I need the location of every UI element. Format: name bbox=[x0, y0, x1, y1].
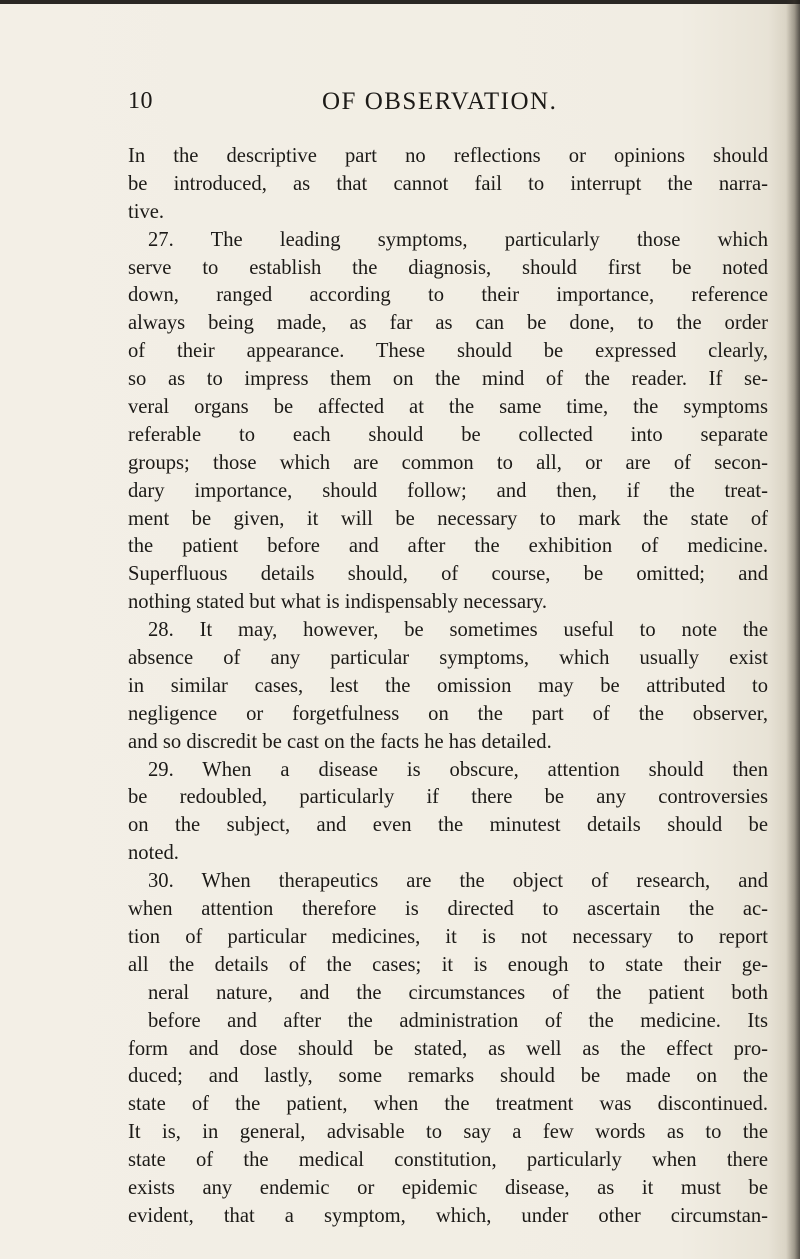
page-edge-shadow bbox=[786, 0, 800, 1259]
text-line: In the descriptive part no reflections or opinions should bbox=[128, 145, 768, 167]
text-line: be redoubled, particularly if there be any controversies bbox=[128, 786, 768, 809]
text-line: neral nature, and the circumstances of the patient both bbox=[148, 981, 768, 1004]
paragraph-30-start: 30. When therapeutics are the object of research, and bbox=[148, 870, 768, 893]
body-text bbox=[128, 143, 768, 1231]
text-line: before and after the administration of the medicine. Its bbox=[148, 1009, 768, 1032]
paragraph-28-start: 28. It may, however, be sometimes useful to note the bbox=[148, 619, 768, 642]
text-line: serve to establish the diagnosis, should first be noted bbox=[128, 256, 768, 279]
text-line: down, ranged according to their importance, reference bbox=[128, 284, 768, 307]
text-line: absence of any particular symptoms, which usually exist bbox=[128, 647, 768, 670]
text-line: state of the medical constitution, particularly when there bbox=[128, 1149, 768, 1172]
top-rule bbox=[0, 0, 800, 4]
text-line: It is, in general, advisable to say a few words as to the bbox=[128, 1121, 768, 1144]
text-line: and so discredit be cast on the facts he has detailed. bbox=[128, 730, 552, 753]
text-line: state of the patient, when the treatment was discontinued. bbox=[128, 1093, 768, 1116]
text-line: exists any endemic or epidemic disease, as it must be bbox=[128, 1176, 768, 1199]
running-head: OF OBSERVATION. bbox=[322, 88, 558, 115]
text-line: noted. bbox=[128, 842, 179, 865]
text-line: on the subject, and even the minutest details should be bbox=[128, 814, 768, 837]
text-line: duced; and lastly, some remarks should be made on the bbox=[128, 1065, 768, 1088]
text-line: referable to each should be collected into separate bbox=[128, 423, 768, 446]
text-line: when attention therefore is directed to ascertain the ac- bbox=[128, 898, 768, 921]
text-line: be introduced, as that cannot fail to interrupt the narra- bbox=[128, 172, 768, 195]
text-line: groups; those which are common to all, or are of secon- bbox=[128, 451, 768, 474]
page-header bbox=[128, 88, 768, 128]
text-line: in similar cases, lest the omission may be attributed to bbox=[128, 674, 768, 697]
text-line: negligence or forgetfulness on the part of the observer, bbox=[128, 702, 768, 725]
text-line: of their appearance. These should be expressed clearly, bbox=[128, 340, 768, 363]
text-line: so as to impress them on the mind of the reader. If se- bbox=[128, 368, 768, 391]
text-line: nothing stated but what is indispensably necessary. bbox=[128, 591, 548, 614]
text-line: tive. bbox=[128, 200, 165, 223]
text-line: evident, that a symptom, which, under other circumstan- bbox=[128, 1204, 768, 1227]
text-line: all the details of the cases; it is enough to state their ge- bbox=[128, 953, 768, 976]
text-line: Superfluous details should, of course, be omitted; and bbox=[128, 563, 768, 586]
page-number: 10 bbox=[128, 88, 153, 114]
text-line: always being made, as far as can be done, to the order bbox=[128, 312, 768, 335]
text-line: the patient before and after the exhibition of medicine. bbox=[128, 535, 768, 558]
text-line: tion of particular medicines, it is not necessary to report bbox=[128, 925, 768, 948]
text-line: veral organs be affected at the same time, the symptoms bbox=[128, 396, 768, 419]
paragraph-29-start: 29. When a disease is obscure, attention should then bbox=[148, 758, 768, 781]
text-line: ment be given, it will be necessary to mark the state of bbox=[128, 507, 768, 530]
text-line: form and dose should be stated, as well as the effect pro- bbox=[128, 1037, 768, 1060]
paragraph-27-start: 27. The leading symptoms, particularly those which bbox=[148, 228, 768, 251]
text-line: dary importance, should follow; and then, if the treat- bbox=[128, 479, 768, 502]
